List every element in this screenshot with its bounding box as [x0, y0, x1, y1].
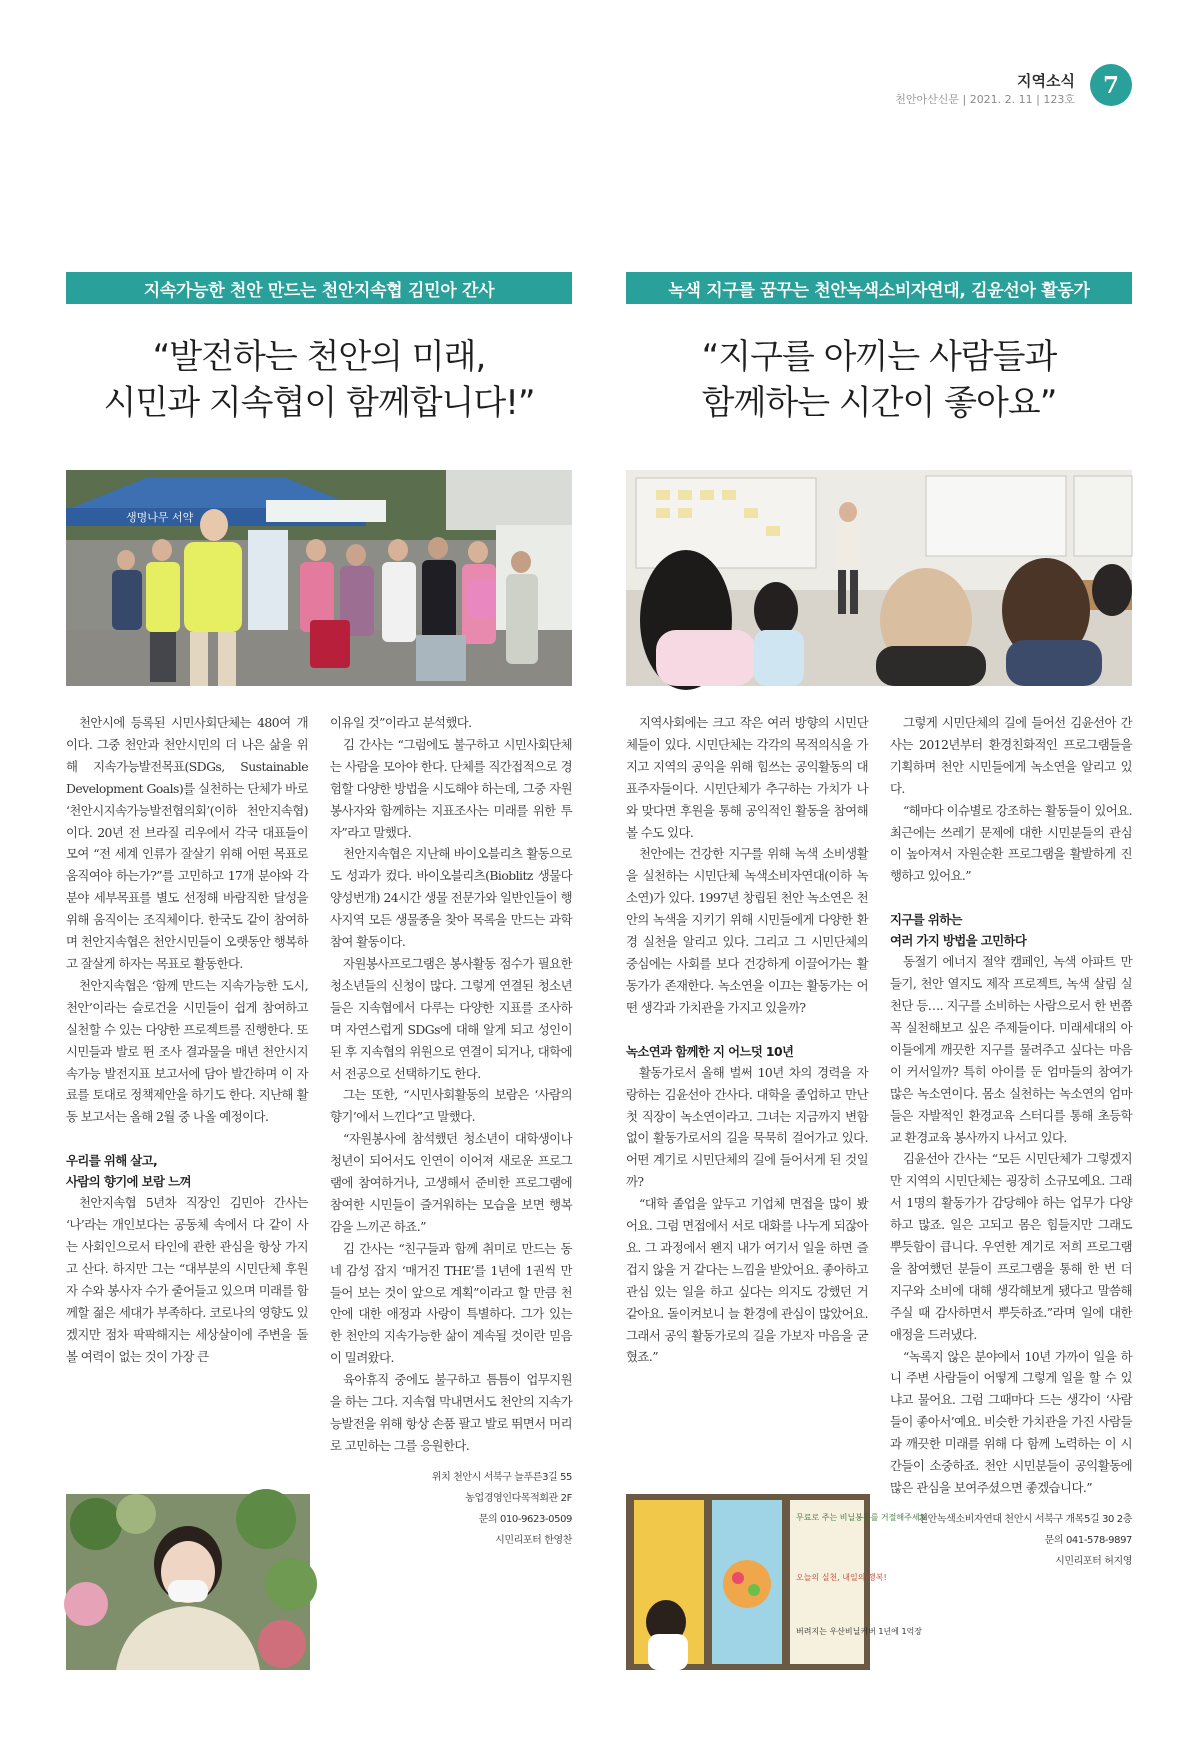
info-address: 천안녹색소비자연대 천안시 서북구 개목5길 30 2층 [918, 1513, 1132, 1525]
paragraph: “대학 졸업을 앞두고 기업체 면접을 많이 봤어요. 그럼 면접에서 서로 대화를 나누게 되잖아요. 그 과정에서 왠지 내가 여기서 일을 하면 즐겁지 않을 거 같다는 느낌을 받았어요. 좋아하고 관심 있는 일을 하고 싶다는 의지도 강했던 거 같아요. 돌이켜보니 늘 환경에 관심이 많았어요. 그래서 공익 활동가로의 길을 가보자 마음을 굳혔죠.” [626, 1196, 868, 1365]
right-article-column-2 [890, 712, 1132, 1572]
section-subheading [626, 1041, 868, 1062]
info-building: 농업경영인다목적회관 2F [465, 1492, 572, 1504]
workshop-photo [626, 470, 1132, 686]
paragraph: 활동가로서 올해 벌써 10년 차의 경력을 자랑하는 김윤선아 간사다. 대학을 졸업하고 만난 첫 직장이 녹소연이라고. 그녀는 지금까지 변함없이 활동가로서의 길을 묵묵히 걸어가고 있다. 어떤 계기로 시민단체의 길에 들어서게 된 것일까? [626, 1064, 868, 1190]
left-article-headline [66, 334, 572, 426]
paragraph: “자원봉사에 참석했던 청소년이 대학생이나 청년이 되어서도 인연이 이어져 새로운 프로그램에 참여하거나, 고생해서 준비한 프로그램에 참여한 시민들이 즐거워하는 모습을 보면 행복감을 느끼곤 하죠.” [330, 1131, 572, 1234]
info-contact: 문의 010-9623-0509 [478, 1513, 572, 1525]
paragraph: 지역사회에는 크고 작은 여러 방향의 시민단체들이 있다. 시민단체는 각각의 목적의식을 가지고 지역의 공익을 위해 힘쓰는 공익활동의 대표주자들이다. 시민단체가 추구하는 가치가 나와 맞다면 후원을 통해 공익적인 활동을 참여해 볼 수도 있다. [626, 715, 868, 840]
paragraph: 그는 또한, “시민사회활동의 보람은 ‘사람의 향기’에서 느낀다”고 말했다. [330, 1087, 572, 1125]
paragraph: 그렇게 시민단체의 길에 들어선 김윤선아 간사는 2012년부터 환경친화적인 프로그램들을 기획하며 천안 시민들에게 녹소연을 알리고 있다. [890, 715, 1132, 796]
left-article-banner: 지속가능한 천안 만드는 천안지속협 김민아 간사 [66, 272, 572, 304]
portrait-photo [66, 1494, 310, 1670]
right-article [626, 272, 1132, 1692]
poster-text: 버려지는 우산비닐커버 1년에 1억장 [796, 1627, 922, 1636]
headline-line: 함께하는 시간이 좋아요” [701, 383, 1057, 423]
info-address: 위치 천안시 서북구 늘푸른3길 55 [431, 1471, 572, 1483]
left-article-column-2 [330, 712, 572, 1551]
section-subheading [66, 1150, 308, 1192]
paragraph: 김 간사는 “그럼에도 불구하고 시민사회단체는 사람을 모아야 한다. 단체를 직간접적으로 경험할 다양한 방법을 시도해야 하는데, 그중 자원봉사자와 함께하는 지표조사는 미래를 위한 투자”라고 말했다. [330, 736, 572, 840]
paragraph: 김윤선아 간사는 “모든 시민단체가 그렇겠지만 지역의 시민단체는 굉장히 소규모예요. 그래서 1명의 활동가가 감당해야 하는 업무가 다양하고 많죠. 일은 고되고 몸은 힘들지만 그래도 뿌듯함이 큽니다. 우연한 계기로 저희 프로그램을 참여했던 분들이 프로그램을 통해 한 번 더 지구와 소비에 대해 생각해보게 됐다고 말씀해주실 때 감사하면서 뿌듯하죠.”라며 일에 대한 애정을 드러냈다. [890, 1151, 1132, 1342]
paragraph: 동절기 에너지 절약 캠페인, 녹색 아파트 만들기, 천안 열지도 제작 프로젝트, 녹색 살림 실천단 등…. 지구를 소비하는 사람으로서 한 번쯤 꼭 실천해보고 싶은 주제들이다. 미래세대의 아이들에게 깨끗한 지구를 물려주고 싶다는 마음이 커서일까? 특히 아이를 둔 엄마들의 참여가 많은 녹소연이다. 몸소 실천하는 녹소연의 엄마들은 자발적인 환경교육 스터디를 통해 초등학교 환경교육 봉사까지 나서고 있다. [890, 954, 1132, 1145]
info-contact: 문의 041-578-9897 [1044, 1534, 1132, 1546]
paragraph: 자원봉사프로그램은 봉사활동 점수가 필요한 청소년들의 신청이 많다. 그렇게 연결된 청소년들은 지속협에서 다루는 다양한 지표를 조사하며 자연스럽게 SDGs에 대해 알게 되고 성인이 된 후 지속협의 위원으로 연결이 되거나, 대학에서 전공으로 선택하기도 한다. [330, 955, 572, 1081]
paragraph: 천안지속협 5년차 직장인 김민아 간사는 ‘나’라는 개인보다는 공동체 속에서 다 같이 사는 사회인으로서 타인에 관한 관심을 항상 가지고 산다. 하지만 그는 “대부분의 시민단체 후원자 수와 봉사자 수가 줄어들고 있으며 미래를 함께할 젊은 세대가 부족하다. 코로나의 영향도 있겠지만 점차 팍팍해지는 세상살이에 주변을 돌볼 여력이 없는 것이 가장 큰 [66, 1195, 308, 1364]
event-sign: 생명나무 서약 [126, 511, 194, 524]
paragraph: 천안시에 등록된 시민사회단체는 480여 개이다. 그중 천안과 천안시민의 더 나은 삶을 위해 지속가능발전목표(SDGs, Sustainable Development Goals)를 실천하는 단체가 바로 ‘천안시지속가능발전협의회’(이하 천안지속협)이다. 20년 전 브라질 리우에서 각국 대표들이 모여 “전 세계 인류가 잘살기 위해 어떤 목표로 움직여야 하는가?”를 고민하고 17개 분야와 각 분야 세부목표를 별도 선정해 바람직한 달성을 위해 움직이는 조직체이다. 한국도 같이 참여하며 천안지속협은 천안시민들이 오랫동안 행복하고 잘살게 하자는 목표로 활동한다. [66, 715, 308, 971]
headline-line: “지구를 아끼는 사람들과 [701, 337, 1057, 377]
paragraph: “해마다 이슈별로 강조하는 활동들이 있어요. 최근에는 쓰레기 문제에 대한 시민분들의 관심이 높아져서 자원순환 프로그램을 활발하게 진행하고 있어요.” [890, 802, 1132, 884]
right-article-banner: 녹색 지구를 꿈꾸는 천안녹색소비자연대, 김윤선아 활동가 [626, 272, 1132, 304]
left-article-column-1 [66, 712, 308, 1367]
paragraph: 육아휴직 중에도 불구하고 틈틈이 업무지원을 하는 그다. 지속협 막내면서도 천안의 지속가능발전을 위해 항상 손품 팔고 발로 뛰면서 머리로 고민하는 그를 응원한다. [330, 1372, 572, 1453]
info-reporter: 시민리포터 허지영 [1055, 1555, 1132, 1567]
left-article-info [330, 1467, 572, 1551]
publication-info: 천안아산신문 | 2021. 2. 11 | 123호 [895, 93, 1075, 106]
portrait-illustration [66, 1494, 310, 1670]
paragraph: “녹록지 않은 분야에서 10년 가까이 일을 하니 주변 사람들이 어떻게 그렇게 일을 할 수 있냐고 물어요. 그럼 그때마다 드는 생각이 ‘사람들이 좋아서’예요. 비슷한 가치관을 가진 사람들과 깨끗한 미래를 위해 다 함께 노력하는 이 시간들이 소중하죠. 천안 시민분들이 공익활동에 많은 관심을 보여주셨으면 좋겠습니다.” [890, 1348, 1132, 1495]
section-title: 지역소식 [1017, 72, 1075, 90]
page-number: 7 [1090, 64, 1132, 106]
poster-text: 무료로 주는 비닐봉투를 거절해주세요 [796, 1513, 928, 1522]
paragraph: 김 간사는 “친구들과 함께 취미로 만드는 동네 감성 잡지 ‘매거진 THE’를 1년에 1권씩 만들어 보는 것이 앞으로 계획”이라고 할 만큼 천안에 대한 애정과 사랑이 특별하다. 그가 있는 한 천안의 지속가능한 삶이 계속될 것이란 믿음이 밀려왔다. [330, 1240, 572, 1366]
paragraph: 천안지속협은 지난해 바이오블리츠 활동으로도 성과가 컸다. 바이오블리츠(Bioblitz 생물다양성번개) 24시간 생물 전문가와 일반인들이 행사지역 모든 생물종을 찾아 목록을 만드는 과학참여 활동이다. [330, 846, 572, 950]
subheading-line: 지구를 위하는 [890, 912, 962, 928]
subheading-line: 우리를 위해 살고, [66, 1153, 158, 1169]
volunteer-event-photo [66, 470, 572, 686]
subheading-line: 사람의 향기에 보람 느껴 [66, 1174, 191, 1190]
headline-line: 시민과 지속협이 함께합니다!” [103, 383, 535, 423]
poster-illustration [626, 1494, 928, 1670]
section-subheading [890, 909, 1132, 951]
right-article-column-1 [626, 712, 868, 1368]
event-photo-illustration [66, 470, 572, 686]
paragraph: 천안에는 건강한 지구를 위해 녹색 소비생활을 실천하는 시민단체 녹색소비자연대(이하 녹소연)가 있다. 1997년 창립된 천안 녹소연은 천안의 녹색을 지키기 위해 시민들에게 다양한 환경 실천을 알리고 있다. 그리고 그 시민단체의 중심에는 사회를 보다 건강하게 이끌어가는 활동가가 존재한다. 녹소연을 이끄는 활동가는 어떤 생각과 가치관을 가지고 있을까? [626, 846, 868, 1015]
workshop-photo-illustration [626, 470, 1132, 686]
info-reporter: 시민리포터 한영찬 [495, 1534, 572, 1546]
headline-line: “발전하는 천안의 미래, [152, 337, 486, 377]
subheading-line: 여러 가지 방법을 고민하다 [890, 933, 1027, 949]
campaign-poster-photo [626, 1494, 928, 1670]
left-article [66, 272, 572, 1692]
subheading-line: 녹소연과 함께한 지 어느덧 10년 [626, 1043, 794, 1059]
right-article-headline [626, 334, 1132, 426]
paragraph: 천안지속협은 ‘함께 만드는 지속가능한 도시, 천안’이라는 슬로건을 시민들이 쉽게 참여하고 실천할 수 있는 다양한 프로젝트를 진행한다. 또 시민들과 발로 뛴 조사 결과물을 매년 천안시지속가능 발전지표 보고서에 담아 발간하며 이 자료를 토대로 정책제안을 하기도 한다. 지난해 활동 보고서는 올해 2월 중 나올 예정이다. [66, 977, 308, 1125]
poster-text: 오늘의 실천, 내일의 행복! [796, 1573, 887, 1582]
paragraph: 이유일 것”이라고 분석했다. [330, 715, 472, 730]
